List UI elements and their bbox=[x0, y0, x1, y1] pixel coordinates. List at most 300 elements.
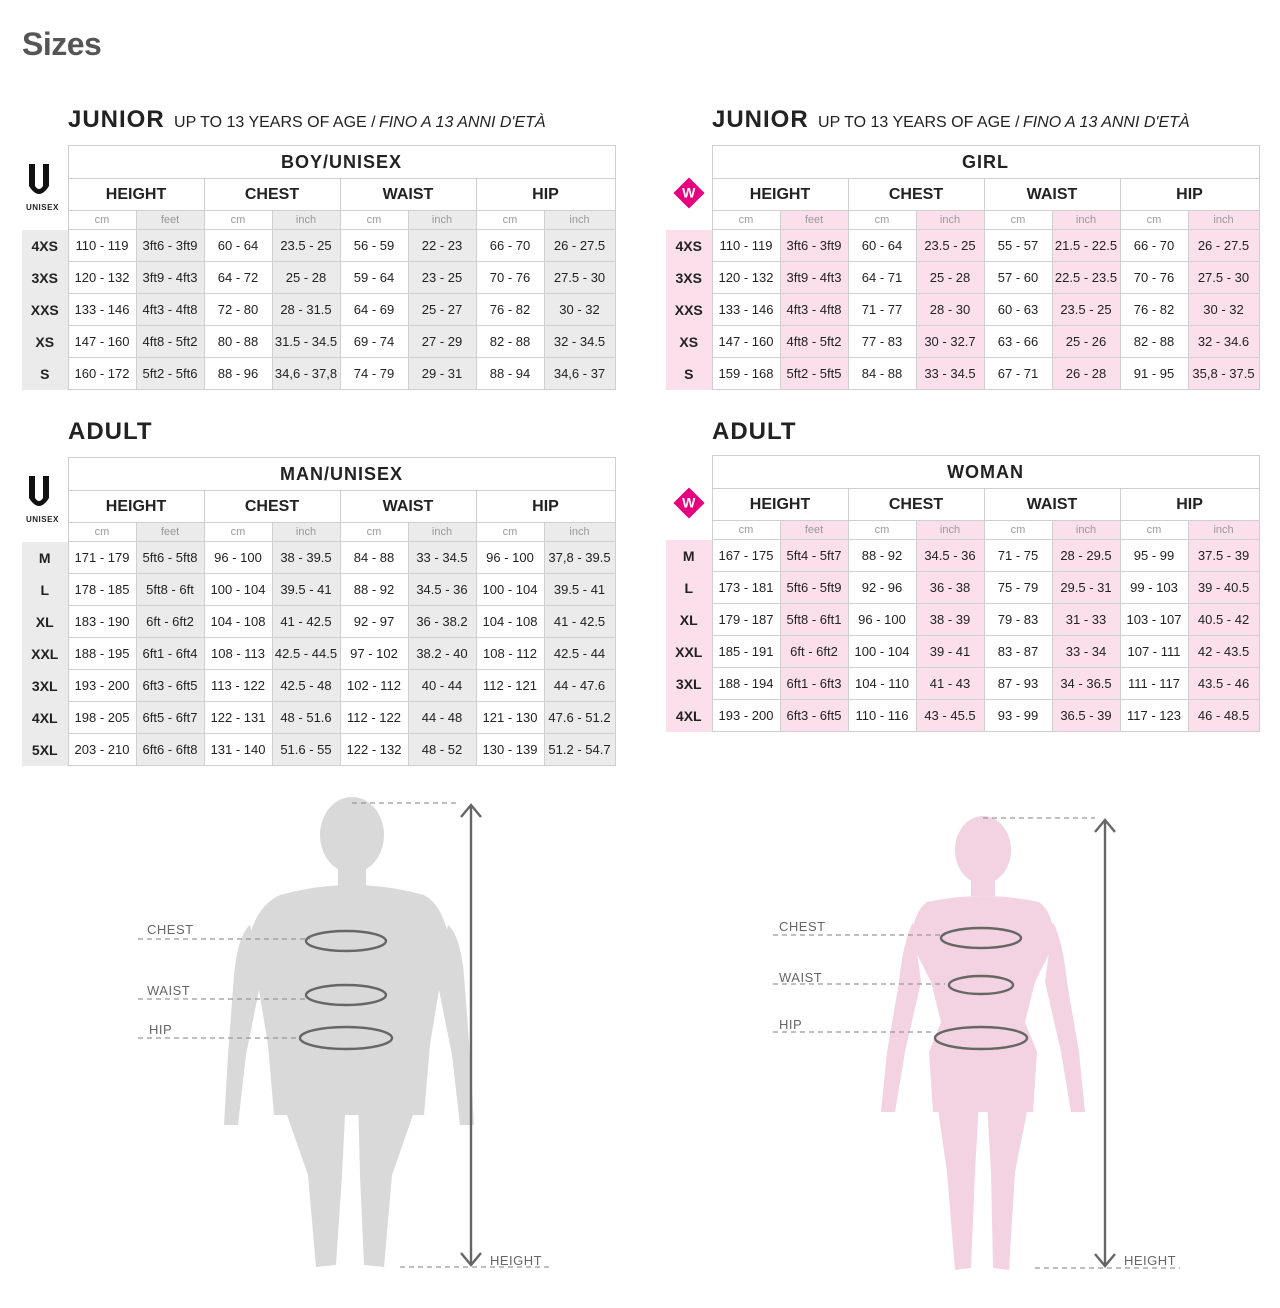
measure-header: HIP bbox=[476, 179, 615, 211]
table-cell: 84 - 88 bbox=[340, 542, 408, 574]
unit-header: cm bbox=[340, 211, 408, 230]
table-cell: 42 - 43.5 bbox=[1188, 636, 1259, 668]
woman-chest-label: CHEST bbox=[779, 919, 826, 934]
table-cell: 60 - 64 bbox=[848, 230, 916, 262]
table-row bbox=[666, 604, 1259, 636]
woman-measurement-figure bbox=[765, 812, 1205, 1280]
table-cell: 120 - 132 bbox=[68, 262, 136, 294]
table-row bbox=[666, 358, 1259, 390]
table-cell: 147 - 160 bbox=[712, 326, 780, 358]
table-cell: 41 - 43 bbox=[916, 668, 984, 700]
table-cell: 70 - 76 bbox=[1120, 262, 1188, 294]
unit-header: inch bbox=[408, 211, 476, 230]
table-cell: 48 - 52 bbox=[408, 734, 476, 766]
size-label: 4XS bbox=[22, 230, 68, 262]
table-cell: 4ft8 - 5ft2 bbox=[780, 326, 848, 358]
measure-header: CHEST bbox=[204, 179, 340, 211]
unit-header: cm bbox=[1120, 521, 1188, 540]
table-cell: 39.5 - 41 bbox=[272, 574, 340, 606]
measure-header: HEIGHT bbox=[68, 491, 204, 523]
table-cell: 69 - 74 bbox=[340, 326, 408, 358]
table-cell: 92 - 97 bbox=[340, 606, 408, 638]
table-row bbox=[666, 668, 1259, 700]
unit-header: cm bbox=[340, 523, 408, 542]
table-cell: 64 - 71 bbox=[848, 262, 916, 294]
table-cell: 193 - 200 bbox=[712, 700, 780, 732]
table-cell: 30 - 32.7 bbox=[916, 326, 984, 358]
table-cell: 30 - 32 bbox=[544, 294, 615, 326]
table-cell: 6ft1 - 6ft4 bbox=[136, 638, 204, 670]
table-row bbox=[22, 358, 615, 390]
table-row bbox=[666, 540, 1259, 572]
table-cell: 63 - 66 bbox=[984, 326, 1052, 358]
table-cell: 26 - 27.5 bbox=[1188, 230, 1259, 262]
table-cell: 46 - 48.5 bbox=[1188, 700, 1259, 732]
table-cell: 44 - 47.6 bbox=[544, 670, 615, 702]
table-cell: 41 - 42.5 bbox=[544, 606, 615, 638]
table-row bbox=[22, 326, 615, 358]
table-cell: 5ft8 - 6ft1 bbox=[780, 604, 848, 636]
table-cell: 27.5 - 30 bbox=[1188, 262, 1259, 294]
table-cell: 160 - 172 bbox=[68, 358, 136, 390]
table-cell: 27.5 - 30 bbox=[544, 262, 615, 294]
table-group-title: WOMAN bbox=[712, 456, 1259, 489]
unit-header: inch bbox=[272, 211, 340, 230]
table-cell: 39 - 41 bbox=[916, 636, 984, 668]
unisex-badge: UNISEX bbox=[26, 476, 64, 524]
measure-header: WAIST bbox=[984, 179, 1120, 211]
table-cell: 31.5 - 34.5 bbox=[272, 326, 340, 358]
unit-header: feet bbox=[780, 211, 848, 230]
table-cell: 88 - 94 bbox=[476, 358, 544, 390]
man-height-label: HEIGHT bbox=[490, 1253, 543, 1268]
adult-unisex-heading: ADULT bbox=[68, 418, 153, 445]
size-label: M bbox=[666, 540, 712, 572]
size-label: 3XS bbox=[22, 262, 68, 294]
table-cell: 22 - 23 bbox=[408, 230, 476, 262]
table-cell: 42.5 - 44 bbox=[544, 638, 615, 670]
table-cell: 185 - 191 bbox=[712, 636, 780, 668]
table-cell: 28 - 30 bbox=[916, 294, 984, 326]
table-cell: 102 - 112 bbox=[340, 670, 408, 702]
table-cell: 104 - 108 bbox=[204, 606, 272, 638]
table-cell: 36 - 38.2 bbox=[408, 606, 476, 638]
table-cell: 96 - 100 bbox=[848, 604, 916, 636]
table-cell: 131 - 140 bbox=[204, 734, 272, 766]
table-cell: 103 - 107 bbox=[1120, 604, 1188, 636]
unit-header: cm bbox=[848, 211, 916, 230]
size-label: S bbox=[22, 358, 68, 390]
table-cell: 40.5 - 42 bbox=[1188, 604, 1259, 636]
table-cell: 71 - 75 bbox=[984, 540, 1052, 572]
unit-header: inch bbox=[1188, 521, 1259, 540]
table-cell: 34 - 36.5 bbox=[1052, 668, 1120, 700]
table-cell: 34,6 - 37 bbox=[544, 358, 615, 390]
woman-diamond-icon: W bbox=[673, 487, 704, 518]
unit-header: cm bbox=[1120, 211, 1188, 230]
table-cell: 23 - 25 bbox=[408, 262, 476, 294]
table-cell: 6ft6 - 6ft8 bbox=[136, 734, 204, 766]
table-cell: 93 - 99 bbox=[984, 700, 1052, 732]
table-cell: 47.6 - 51.2 bbox=[544, 702, 615, 734]
man-measurement-figure bbox=[130, 795, 570, 1280]
table-cell: 5ft2 - 5ft5 bbox=[780, 358, 848, 390]
table-cell: 100 - 104 bbox=[204, 574, 272, 606]
measure-header: HEIGHT bbox=[712, 489, 848, 521]
table-cell: 108 - 113 bbox=[204, 638, 272, 670]
unit-header: inch bbox=[544, 523, 615, 542]
table-cell: 21.5 - 22.5 bbox=[1052, 230, 1120, 262]
table-cell: 171 - 179 bbox=[68, 542, 136, 574]
size-label: 3XL bbox=[666, 668, 712, 700]
table-cell: 29 - 31 bbox=[408, 358, 476, 390]
size-label: XXL bbox=[22, 638, 68, 670]
table-cell: 25 - 27 bbox=[408, 294, 476, 326]
table-cell: 203 - 210 bbox=[68, 734, 136, 766]
table-cell: 179 - 187 bbox=[712, 604, 780, 636]
table-cell: 66 - 70 bbox=[476, 230, 544, 262]
table-cell: 55 - 57 bbox=[984, 230, 1052, 262]
woman-silhouette bbox=[881, 816, 1085, 1270]
unit-header: inch bbox=[544, 211, 615, 230]
table-cell: 100 - 104 bbox=[848, 636, 916, 668]
table-cell: 38 - 39.5 bbox=[272, 542, 340, 574]
table-cell: 6ft - 6ft2 bbox=[136, 606, 204, 638]
table-cell: 76 - 82 bbox=[1120, 294, 1188, 326]
table-cell: 100 - 104 bbox=[476, 574, 544, 606]
table-cell: 4ft3 - 4ft8 bbox=[136, 294, 204, 326]
table-cell: 42.5 - 48 bbox=[272, 670, 340, 702]
table-cell: 25 - 26 bbox=[1052, 326, 1120, 358]
table-row bbox=[22, 542, 615, 574]
size-label: XXS bbox=[666, 294, 712, 326]
table-cell: 39.5 - 41 bbox=[544, 574, 615, 606]
table-cell: 25 - 28 bbox=[916, 262, 984, 294]
table-cell: 167 - 175 bbox=[712, 540, 780, 572]
measure-header: WAIST bbox=[340, 491, 476, 523]
table-row bbox=[22, 262, 615, 294]
table-cell: 5ft8 - 6ft bbox=[136, 574, 204, 606]
table-cell: 6ft3 - 6ft5 bbox=[136, 670, 204, 702]
table-cell: 173 - 181 bbox=[712, 572, 780, 604]
table-cell: 66 - 70 bbox=[1120, 230, 1188, 262]
unit-header: cm bbox=[476, 211, 544, 230]
man-silhouette bbox=[224, 797, 474, 1267]
unit-header: cm bbox=[68, 211, 136, 230]
measure-header: HIP bbox=[1120, 179, 1259, 211]
table-cell: 41 - 42.5 bbox=[272, 606, 340, 638]
table-cell: 92 - 96 bbox=[848, 572, 916, 604]
table-cell: 4ft8 - 5ft2 bbox=[136, 326, 204, 358]
table-cell: 6ft3 - 6ft5 bbox=[780, 700, 848, 732]
table-cell: 77 - 83 bbox=[848, 326, 916, 358]
size-label: XL bbox=[22, 606, 68, 638]
table-cell: 5ft4 - 5ft7 bbox=[780, 540, 848, 572]
table-cell: 104 - 108 bbox=[476, 606, 544, 638]
table-cell: 72 - 80 bbox=[204, 294, 272, 326]
table-cell: 5ft2 - 5ft6 bbox=[136, 358, 204, 390]
page-title: Sizes bbox=[22, 26, 102, 62]
table-cell: 5ft6 - 5ft8 bbox=[136, 542, 204, 574]
table-row bbox=[666, 572, 1259, 604]
table-cell: 120 - 132 bbox=[712, 262, 780, 294]
unit-header: inch bbox=[1052, 521, 1120, 540]
table-cell: 40 - 44 bbox=[408, 670, 476, 702]
unit-header: inch bbox=[272, 523, 340, 542]
table-cell: 6ft1 - 6ft3 bbox=[780, 668, 848, 700]
measure-header: HIP bbox=[1120, 489, 1259, 521]
table-cell: 39 - 40.5 bbox=[1188, 572, 1259, 604]
table-cell: 130 - 139 bbox=[476, 734, 544, 766]
table-cell: 111 - 117 bbox=[1120, 668, 1188, 700]
table-cell: 22.5 - 23.5 bbox=[1052, 262, 1120, 294]
measure-header: WAIST bbox=[340, 179, 476, 211]
table-cell: 113 - 122 bbox=[204, 670, 272, 702]
table-cell: 82 - 88 bbox=[476, 326, 544, 358]
table-row bbox=[666, 262, 1259, 294]
table-cell: 71 - 77 bbox=[848, 294, 916, 326]
table-cell: 36 - 38 bbox=[916, 572, 984, 604]
unit-header: cm bbox=[984, 521, 1052, 540]
table-cell: 121 - 130 bbox=[476, 702, 544, 734]
table-cell: 34.5 - 36 bbox=[916, 540, 984, 572]
table-cell: 6ft - 6ft2 bbox=[780, 636, 848, 668]
unit-header: cm bbox=[204, 211, 272, 230]
table-cell: 122 - 132 bbox=[340, 734, 408, 766]
size-label: 4XL bbox=[666, 700, 712, 732]
table-cell: 43.5 - 46 bbox=[1188, 668, 1259, 700]
unit-header: inch bbox=[408, 523, 476, 542]
adult-woman-heading: ADULT bbox=[712, 418, 797, 445]
table-cell: 3ft6 - 3ft9 bbox=[780, 230, 848, 262]
table-cell: 28 - 29.5 bbox=[1052, 540, 1120, 572]
table-cell: 64 - 69 bbox=[340, 294, 408, 326]
table-cell: 99 - 103 bbox=[1120, 572, 1188, 604]
unit-header: inch bbox=[916, 211, 984, 230]
measure-header: HIP bbox=[476, 491, 615, 523]
table-cell: 122 - 131 bbox=[204, 702, 272, 734]
unit-header: inch bbox=[916, 521, 984, 540]
size-label: L bbox=[666, 572, 712, 604]
table-cell: 26 - 27.5 bbox=[544, 230, 615, 262]
woman-waist-label: WAIST bbox=[779, 970, 823, 985]
table-cell: 32 - 34.6 bbox=[1188, 326, 1259, 358]
table-group-title: GIRL bbox=[712, 146, 1259, 179]
size-label: XS bbox=[22, 326, 68, 358]
size-label: XXL bbox=[666, 636, 712, 668]
table-cell: 110 - 119 bbox=[712, 230, 780, 262]
measure-header: HEIGHT bbox=[712, 179, 848, 211]
table-row bbox=[22, 670, 615, 702]
table-cell: 57 - 60 bbox=[984, 262, 1052, 294]
table-cell: 178 - 185 bbox=[68, 574, 136, 606]
unit-header: cm bbox=[204, 523, 272, 542]
table-cell: 91 - 95 bbox=[1120, 358, 1188, 390]
size-table-adult-woman bbox=[666, 455, 1260, 732]
woman-height-label: HEIGHT bbox=[1124, 1253, 1177, 1268]
table-cell: 56 - 59 bbox=[340, 230, 408, 262]
unit-header: cm bbox=[68, 523, 136, 542]
table-row bbox=[666, 230, 1259, 262]
table-cell: 48 - 51.6 bbox=[272, 702, 340, 734]
measure-header: HEIGHT bbox=[68, 179, 204, 211]
measure-header: CHEST bbox=[848, 489, 984, 521]
size-label: 3XL bbox=[22, 670, 68, 702]
table-cell: 87 - 93 bbox=[984, 668, 1052, 700]
table-row bbox=[22, 574, 615, 606]
table-row bbox=[22, 294, 615, 326]
table-cell: 34.5 - 36 bbox=[408, 574, 476, 606]
table-row bbox=[666, 636, 1259, 668]
table-cell: 23.5 - 25 bbox=[272, 230, 340, 262]
table-row bbox=[22, 606, 615, 638]
table-cell: 33 - 34.5 bbox=[408, 542, 476, 574]
table-cell: 133 - 146 bbox=[712, 294, 780, 326]
table-cell: 64 - 72 bbox=[204, 262, 272, 294]
woman-hip-label: HIP bbox=[779, 1017, 803, 1032]
table-cell: 70 - 76 bbox=[476, 262, 544, 294]
table-cell: 95 - 99 bbox=[1120, 540, 1188, 572]
table-cell: 33 - 34 bbox=[1052, 636, 1120, 668]
table-cell: 29.5 - 31 bbox=[1052, 572, 1120, 604]
size-label: M bbox=[22, 542, 68, 574]
size-table-junior-unisex bbox=[22, 145, 616, 390]
table-cell: 80 - 88 bbox=[204, 326, 272, 358]
table-row bbox=[666, 294, 1259, 326]
table-cell: 51.6 - 55 bbox=[272, 734, 340, 766]
man-waist-label: WAIST bbox=[147, 983, 191, 998]
table-cell: 74 - 79 bbox=[340, 358, 408, 390]
table-cell: 26 - 28 bbox=[1052, 358, 1120, 390]
table-cell: 88 - 92 bbox=[340, 574, 408, 606]
table-cell: 42.5 - 44.5 bbox=[272, 638, 340, 670]
junior-girl-heading: JUNIOR UP TO 13 YEARS OF AGE / FINO A 13 ANNI D'ETÀ bbox=[712, 106, 1190, 133]
table-cell: 88 - 92 bbox=[848, 540, 916, 572]
table-cell: 37,8 - 39.5 bbox=[544, 542, 615, 574]
table-cell: 183 - 190 bbox=[68, 606, 136, 638]
measure-header: CHEST bbox=[848, 179, 984, 211]
table-row bbox=[22, 702, 615, 734]
table-cell: 88 - 96 bbox=[204, 358, 272, 390]
table-cell: 27 - 29 bbox=[408, 326, 476, 358]
unit-header: feet bbox=[780, 521, 848, 540]
unit-header: inch bbox=[1188, 211, 1259, 230]
unit-header: cm bbox=[984, 211, 1052, 230]
table-cell: 59 - 64 bbox=[340, 262, 408, 294]
table-cell: 110 - 119 bbox=[68, 230, 136, 262]
table-cell: 75 - 79 bbox=[984, 572, 1052, 604]
table-cell: 51.2 - 54.7 bbox=[544, 734, 615, 766]
unit-header: cm bbox=[712, 521, 780, 540]
size-table-adult-unisex bbox=[22, 457, 616, 766]
table-group-title: MAN/UNISEX bbox=[68, 458, 615, 491]
table-cell: 25 - 28 bbox=[272, 262, 340, 294]
table-cell: 38 - 39 bbox=[916, 604, 984, 636]
table-cell: 83 - 87 bbox=[984, 636, 1052, 668]
table-row bbox=[666, 326, 1259, 358]
size-label: 4XS bbox=[666, 230, 712, 262]
table-cell: 76 - 82 bbox=[476, 294, 544, 326]
table-cell: 188 - 194 bbox=[712, 668, 780, 700]
table-cell: 3ft6 - 3ft9 bbox=[136, 230, 204, 262]
table-cell: 30 - 32 bbox=[1188, 294, 1259, 326]
table-cell: 5ft6 - 5ft9 bbox=[780, 572, 848, 604]
table-cell: 3ft9 - 4ft3 bbox=[136, 262, 204, 294]
size-label: XS bbox=[666, 326, 712, 358]
size-label: L bbox=[22, 574, 68, 606]
table-cell: 37.5 - 39 bbox=[1188, 540, 1259, 572]
size-label: S bbox=[666, 358, 712, 390]
measure-header: CHEST bbox=[204, 491, 340, 523]
table-cell: 104 - 110 bbox=[848, 668, 916, 700]
table-row bbox=[22, 230, 615, 262]
table-cell: 35,8 - 37.5 bbox=[1188, 358, 1259, 390]
unit-header: cm bbox=[712, 211, 780, 230]
table-group-title: BOY/UNISEX bbox=[68, 146, 615, 179]
table-cell: 159 - 168 bbox=[712, 358, 780, 390]
table-cell: 3ft9 - 4ft3 bbox=[780, 262, 848, 294]
table-cell: 28 - 31.5 bbox=[272, 294, 340, 326]
table-cell: 32 - 34.5 bbox=[544, 326, 615, 358]
table-cell: 96 - 100 bbox=[204, 542, 272, 574]
man-hip-label: HIP bbox=[149, 1022, 173, 1037]
table-cell: 43 - 45.5 bbox=[916, 700, 984, 732]
table-cell: 117 - 123 bbox=[1120, 700, 1188, 732]
junior-unisex-heading: JUNIOR UP TO 13 YEARS OF AGE / FINO A 13 ANNI D'ETÀ bbox=[68, 106, 546, 133]
table-cell: 34,6 - 37,8 bbox=[272, 358, 340, 390]
size-label: XXS bbox=[22, 294, 68, 326]
table-cell: 108 - 112 bbox=[476, 638, 544, 670]
unit-header: inch bbox=[1052, 211, 1120, 230]
table-cell: 31 - 33 bbox=[1052, 604, 1120, 636]
table-cell: 107 - 111 bbox=[1120, 636, 1188, 668]
table-row bbox=[22, 734, 615, 766]
measure-header: WAIST bbox=[984, 489, 1120, 521]
table-cell: 33 - 34.5 bbox=[916, 358, 984, 390]
table-cell: 6ft5 - 6ft7 bbox=[136, 702, 204, 734]
table-cell: 112 - 122 bbox=[340, 702, 408, 734]
table-cell: 36.5 - 39 bbox=[1052, 700, 1120, 732]
unit-header: feet bbox=[136, 523, 204, 542]
table-cell: 147 - 160 bbox=[68, 326, 136, 358]
size-table-junior-girl bbox=[666, 145, 1260, 390]
table-cell: 97 - 102 bbox=[340, 638, 408, 670]
table-cell: 23.5 - 25 bbox=[1052, 294, 1120, 326]
table-cell: 67 - 71 bbox=[984, 358, 1052, 390]
table-cell: 188 - 195 bbox=[68, 638, 136, 670]
table-cell: 44 - 48 bbox=[408, 702, 476, 734]
table-cell: 133 - 146 bbox=[68, 294, 136, 326]
table-cell: 84 - 88 bbox=[848, 358, 916, 390]
size-label: 4XL bbox=[22, 702, 68, 734]
unit-header: feet bbox=[136, 211, 204, 230]
table-cell: 96 - 100 bbox=[476, 542, 544, 574]
table-cell: 38.2 - 40 bbox=[408, 638, 476, 670]
size-label: 3XS bbox=[666, 262, 712, 294]
size-label: XL bbox=[666, 604, 712, 636]
table-row bbox=[666, 700, 1259, 732]
man-chest-label: CHEST bbox=[147, 922, 194, 937]
unisex-badge: UNISEX bbox=[26, 164, 64, 212]
unit-header: cm bbox=[848, 521, 916, 540]
table-cell: 60 - 63 bbox=[984, 294, 1052, 326]
table-cell: 79 - 83 bbox=[984, 604, 1052, 636]
size-label: 5XL bbox=[22, 734, 68, 766]
table-cell: 198 - 205 bbox=[68, 702, 136, 734]
unit-header: cm bbox=[476, 523, 544, 542]
table-cell: 112 - 121 bbox=[476, 670, 544, 702]
table-cell: 110 - 116 bbox=[848, 700, 916, 732]
